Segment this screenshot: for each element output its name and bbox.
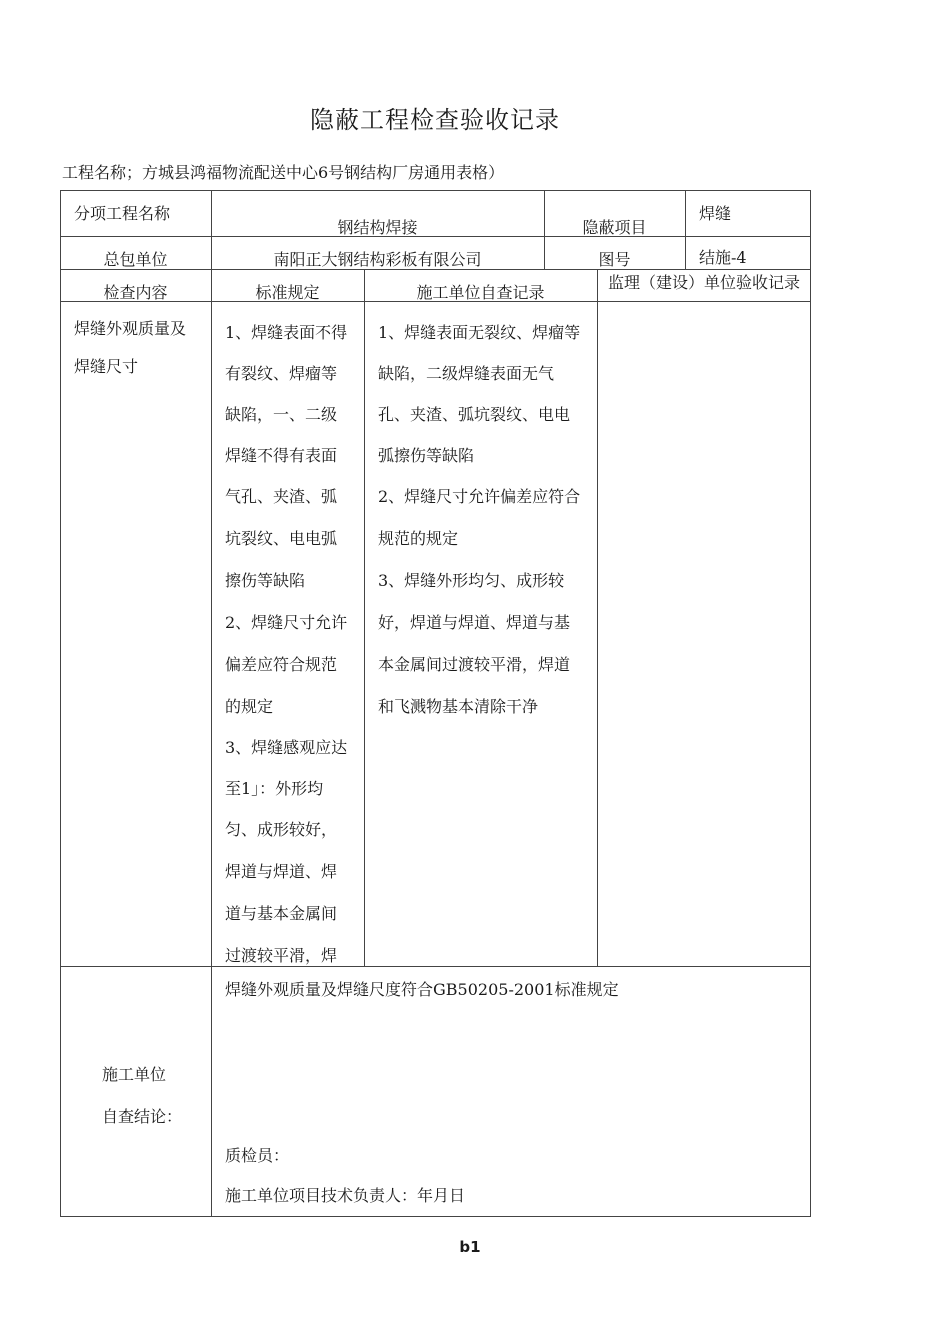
- standard-line: 有裂纹、焊瘤等: [225, 364, 338, 383]
- drawing-number-label: 图号: [598, 250, 631, 269]
- header-supervision-acceptance: 监理（建设）单位验收记录: [607, 273, 800, 292]
- header-self-check-record: 施工单位自查记录: [416, 283, 545, 302]
- self-check-line: 本金属间过渡较平滑，焊道: [378, 655, 571, 674]
- quality-inspector: 质检员：: [225, 1146, 290, 1165]
- subitem-name-label: 分项工程名称: [74, 204, 171, 223]
- self-check-line: 好，焊道与焊道、焊道与基: [378, 613, 571, 632]
- concealed-item-label: 隐蔽项目: [582, 218, 647, 237]
- technical-lead-signature: 施工单位项目技术负责人：年月日: [225, 1186, 466, 1205]
- standard-line: 缺陷，一、二级: [225, 405, 338, 424]
- standard-line: 3、焊缝感观应达: [225, 738, 348, 757]
- subitem-name-value: 钢结构焊接: [337, 218, 418, 237]
- self-check-line: 3、焊缝外形均匀、成形较: [378, 571, 565, 590]
- self-check-line: 1、焊缝表面无裂纹、焊瘤等: [378, 323, 581, 342]
- concealed-item-value: 焊缝: [699, 204, 732, 223]
- conclusion-text: 焊缝外观质量及焊缝尺度符合GB50205-2001标准规定: [225, 980, 619, 999]
- self-check-line: 孔、夹渣、弧坑裂纹、电电: [378, 405, 571, 424]
- page-number: b1: [459, 1238, 481, 1256]
- standard-line: 的规定: [225, 697, 274, 716]
- project-name-line: 工程名称；方城县鸿福物流配送中心6号钢结构厂房通用表格）: [62, 163, 505, 182]
- standard-line: 过渡较平滑，焊: [225, 946, 338, 965]
- standard-line: 道与基本金属间: [225, 904, 338, 923]
- page-title: 隐蔽工程检查验收记录: [310, 106, 560, 134]
- header-standard: 标准规定: [255, 283, 320, 302]
- self-check-line: 规范的规定: [378, 529, 459, 548]
- standard-line: 2、焊缝尺寸允许: [225, 613, 348, 632]
- standard-line: 焊道与焊道、焊: [225, 862, 338, 881]
- standard-line: 擦伤等缺陷: [225, 571, 306, 590]
- check-item-line: 焊缝外观质量及: [74, 319, 187, 338]
- drawing-number-value: 结施-4: [699, 248, 747, 267]
- standard-line: 焊缝不得有表面: [225, 446, 338, 465]
- general-contractor-label: 总包单位: [103, 250, 168, 269]
- standard-line: 偏差应符合规范: [225, 655, 338, 674]
- conclusion-label-line: 施工单位: [102, 1065, 167, 1084]
- standard-line: 匀、成形较好，: [225, 820, 338, 839]
- self-check-line: 和飞溅物基本清除干净: [378, 697, 539, 716]
- header-supervision-cell: [598, 270, 810, 301]
- standard-line: 1、焊缝表面不得: [225, 323, 348, 342]
- general-contractor-value: 南阳正大钢结构彩板有限公司: [273, 250, 482, 269]
- self-check-line: 弧擦伤等缺陷: [378, 446, 475, 465]
- standard-line: 气孔、夹渣、弧: [225, 487, 338, 506]
- standard-line: 坑裂纹、电电弧: [225, 529, 338, 548]
- self-check-line: 2、焊缝尺寸允许偏差应符合: [378, 487, 581, 506]
- conclusion-label-line: 自查结论：: [102, 1107, 183, 1126]
- header-check-content: 检查内容: [103, 283, 168, 302]
- check-item-line: 焊缝尺寸: [74, 357, 139, 376]
- standard-line: 至1」：外形均: [225, 779, 324, 798]
- self-check-line: 缺陷，二级焊缝表面无气: [378, 364, 555, 383]
